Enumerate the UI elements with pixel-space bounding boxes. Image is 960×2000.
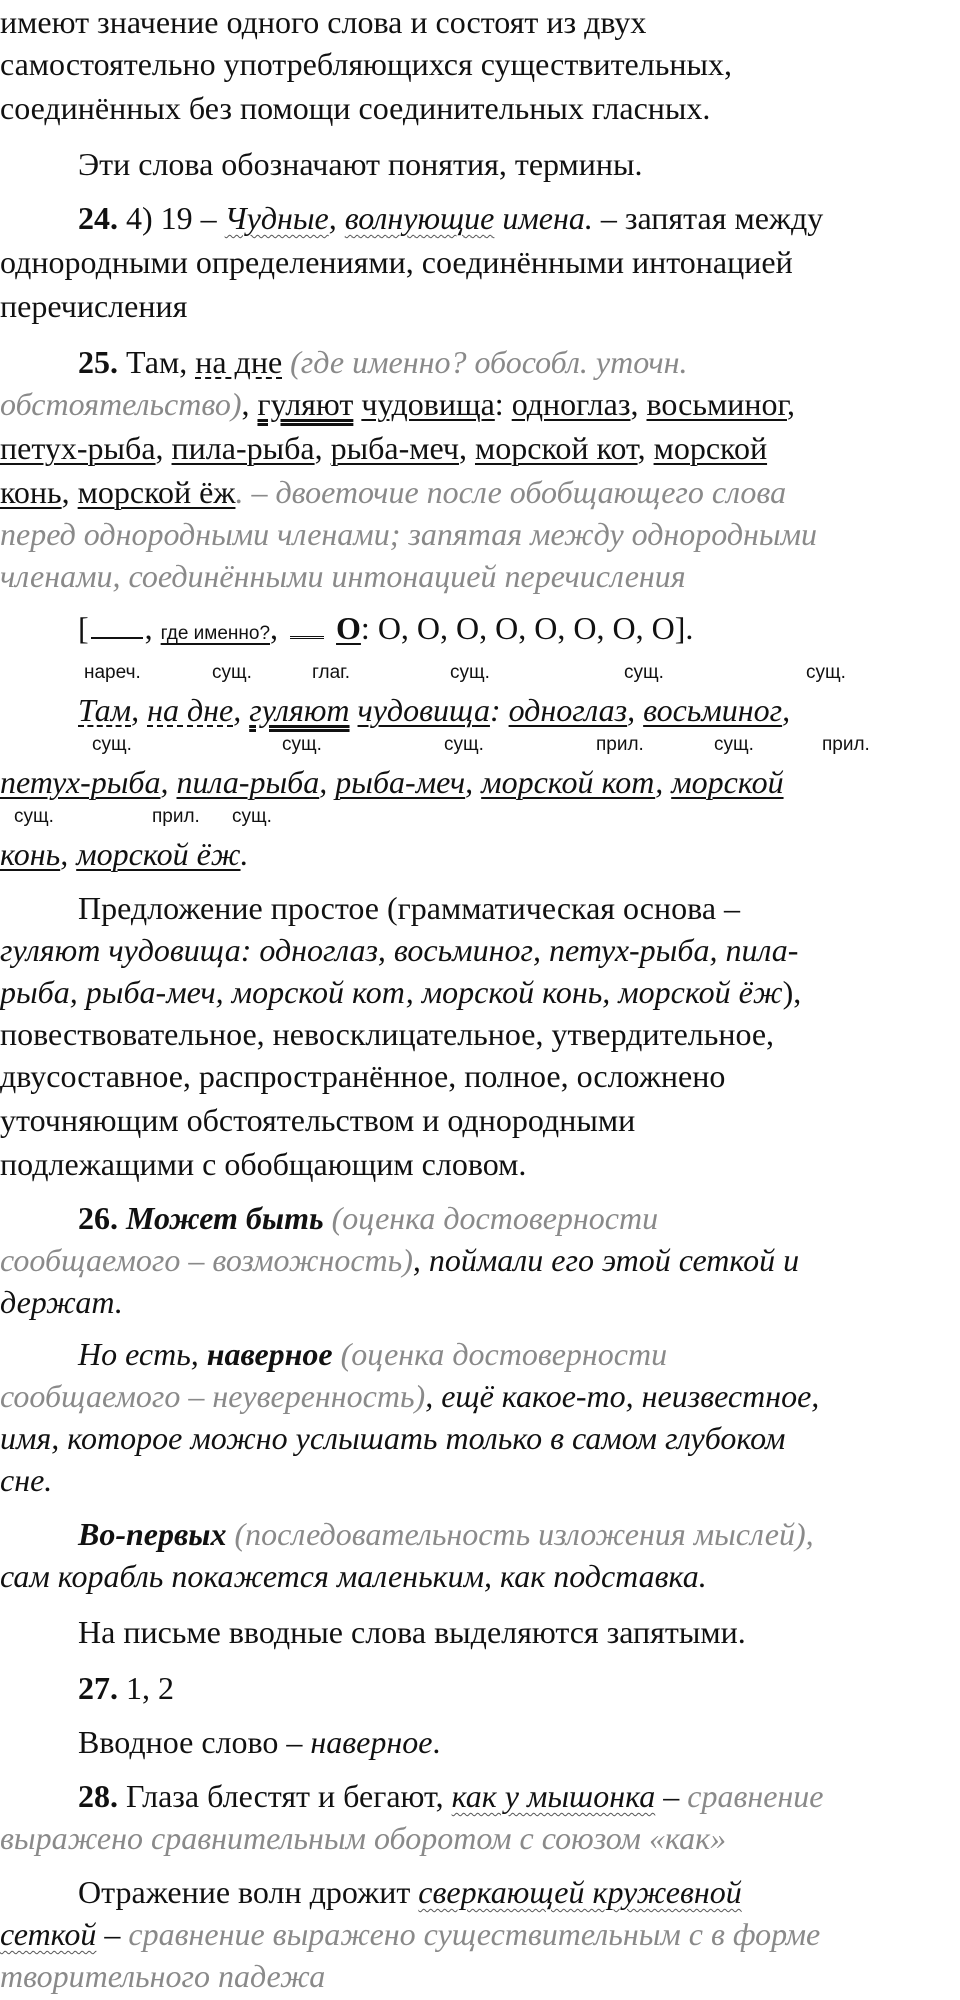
pos-label: сущ. (232, 806, 272, 827)
text-line: сне. (0, 1462, 53, 1498)
text-line: подлежащими с обобщающим словом. (0, 1146, 527, 1182)
schema-predicate (290, 612, 324, 639)
text-line: членами, соединёнными интонацией перечисления (0, 558, 686, 594)
pos-label: сущ. (92, 734, 132, 755)
answer-25: 25. Там, на дне (где именно? обособл. уточн. (78, 344, 688, 380)
text-line: Но есть, наверное (оценка достоверности (78, 1336, 668, 1372)
text-line: соединённых без помощи соединительных гласных. (0, 90, 711, 126)
answer-26: 26. Может быть (оценка достоверности (78, 1200, 659, 1236)
pos-label: прил. (822, 734, 870, 755)
text-line: имеют значение одного слова и состоят из двух (0, 4, 647, 40)
text-line: самостоятельно употребляющихся существительных, (0, 46, 732, 82)
text-line: сеткой – сравнение выражено существительным с в форме (0, 1916, 821, 1952)
text-line: рыба, рыба-меч, морской кот, морской конь, морской ёж), (0, 974, 802, 1010)
pos-label: прил. (596, 734, 644, 755)
answer-number: 24. (78, 200, 118, 236)
text-line: сообщаемого – возможность), поймали его этой сеткой и (0, 1242, 800, 1278)
text-line: перечисления (0, 288, 188, 324)
pos-label: сущ. (624, 662, 664, 683)
pos-label: сущ. (14, 806, 54, 827)
text-line: Предложение простое (грамматическая основа – (78, 890, 741, 926)
text-line: Отражение волн дрожит сверкающей кружевной (78, 1874, 742, 1910)
text-line: сам корабль покажется маленьким, как подставка. (0, 1558, 707, 1594)
pos-label: прил. (152, 806, 200, 827)
answer-24: 24. 4) 19 – Чудные, волнующие имена. – запятая между (78, 200, 824, 236)
text-line: выражено сравнительным оборотом с союзом «как» (0, 1820, 727, 1856)
text-line: гуляют чудовища: одноглаз, восьминог, петух-рыба, пила- (0, 932, 799, 968)
sentence-schema: [ , где именно?, О: О, О, О, О, О, О, О, О]. (78, 610, 694, 646)
pos-label: сущ. (212, 662, 252, 683)
answer-27: 27. 1, 2 (78, 1670, 174, 1706)
text-line: обстоятельство), гуляют чудовища: одноглаз, восьминог, (0, 386, 795, 422)
answer-28: 28. Глаза блестят и бегают, как у мышонка – сравнение (78, 1778, 824, 1814)
text-line: Во-первых (последовательность изложения мыслей), (78, 1516, 814, 1552)
pos-label: сущ. (282, 734, 322, 755)
text-line: держат. (0, 1284, 123, 1320)
pos-label: нареч. (84, 662, 141, 683)
text-line: однородными определениями, соединёнными интонацией (0, 244, 793, 280)
text-line: На письме вводные слова выделяются запятыми. (78, 1614, 746, 1650)
pos-label: сущ. (714, 734, 754, 755)
text-line: Эти слова обозначают понятия, термины. (78, 146, 643, 182)
text-line: сообщаемого – неуверенность), ещё какое-то, неизвестное, (0, 1378, 820, 1414)
pos-label: глаг. (312, 662, 351, 683)
text-line: уточняющим обстоятельством и однородными (0, 1102, 636, 1138)
parsed-line: Там, на дне, гуляют чудовища: одноглаз, восьминог, (78, 692, 791, 728)
schema-blank (91, 611, 143, 639)
text-line: конь, морской ёж. – двоеточие после обобщающего слова (0, 474, 787, 510)
text-line: имя, которое можно услышать только в самом глубоком (0, 1420, 786, 1456)
text-line: повествовательное, невосклицательное, утвердительное, (0, 1016, 775, 1052)
text-line: двусоставное, распространённое, полное, осложнено (0, 1058, 726, 1094)
pos-label: сущ. (444, 734, 484, 755)
pos-label: сущ. (450, 662, 490, 683)
text-line: творительного падежа (0, 1958, 326, 1994)
pos-label: сущ. (806, 662, 846, 683)
text-line: Вводное слово – наверное. (78, 1724, 441, 1760)
parsed-line: конь, морской ёж. (0, 836, 249, 872)
text-line: петух-рыба, пила-рыба, рыба-меч, морской кот, морской (0, 430, 768, 466)
parsed-line: петух-рыба, пила-рыба, рыба-меч, морской кот, морской (0, 764, 784, 800)
text-line: перед однородными членами; запятая между однородными (0, 516, 818, 552)
